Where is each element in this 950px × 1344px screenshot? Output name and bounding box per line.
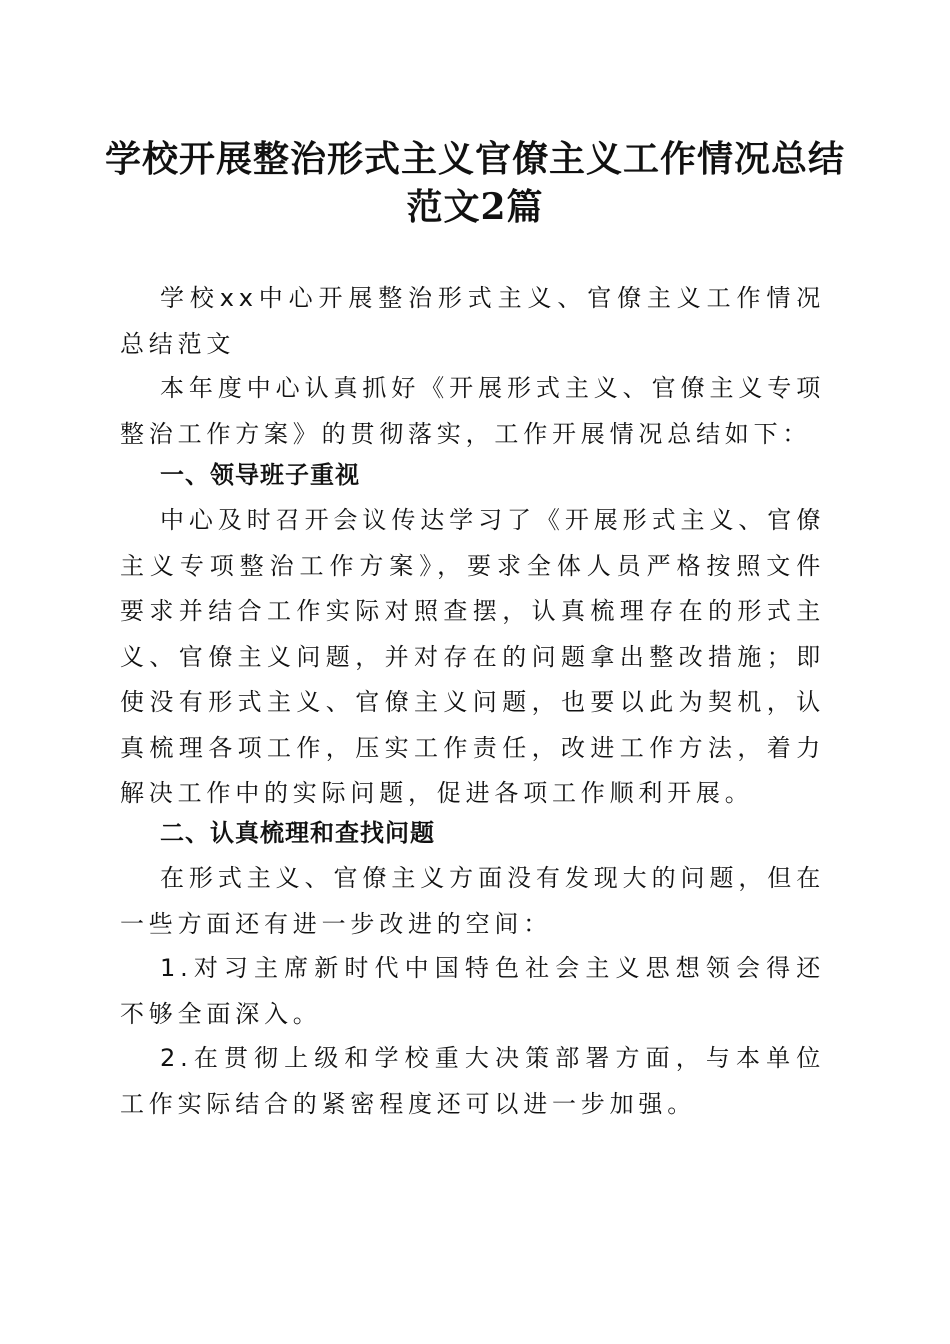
document-title-line-1: 学校开展整治形式主义官僚主义工作情况总结 — [104, 138, 845, 180]
document-title-line-2: 范文2篇 — [406, 186, 544, 228]
paragraph-intro: 本年度中心认真抓好《开展形式主义、官僚主义专项整治工作方案》的贯彻落实，工作开展情况总结如下： — [120, 374, 825, 448]
paragraph-section-2: 在形式主义、官僚主义方面没有发现大的问题，但在一些方面还有进一步改进的空间： — [120, 864, 825, 938]
list-item-1: 1.对习主席新时代中国特色社会主义思想领会得还不够全面深入。 — [120, 954, 825, 1028]
paragraph-section-1: 中心及时召开会议传达学习了《开展形式主义、官僚主义专项整治工作方案》，要求全体人员严格按照文件要求并结合工作实际对照查摆，认真梳理存在的形式主义、官僚主义问题，并对存在的问题拿出整改措施；即使没有形式主义、官僚主义问题，也要以此为契机，认真梳理各项工作，压实工作责任，改进工作方法，着力解决工作中的实际问题，促进各项工作顺利开展。 — [120, 506, 825, 807]
paragraph-subtitle: 学校xx中心开展整治形式主义、官僚主义工作情况总结范文 — [120, 284, 825, 358]
section-heading-1: 一、领导班子重视 — [160, 461, 360, 489]
list-item-2: 2.在贯彻上级和学校重大决策部署方面，与本单位工作实际结合的紧密程度还可以进一步加强。 — [120, 1044, 825, 1118]
section-heading-2: 二、认真梳理和查找问题 — [160, 819, 435, 847]
